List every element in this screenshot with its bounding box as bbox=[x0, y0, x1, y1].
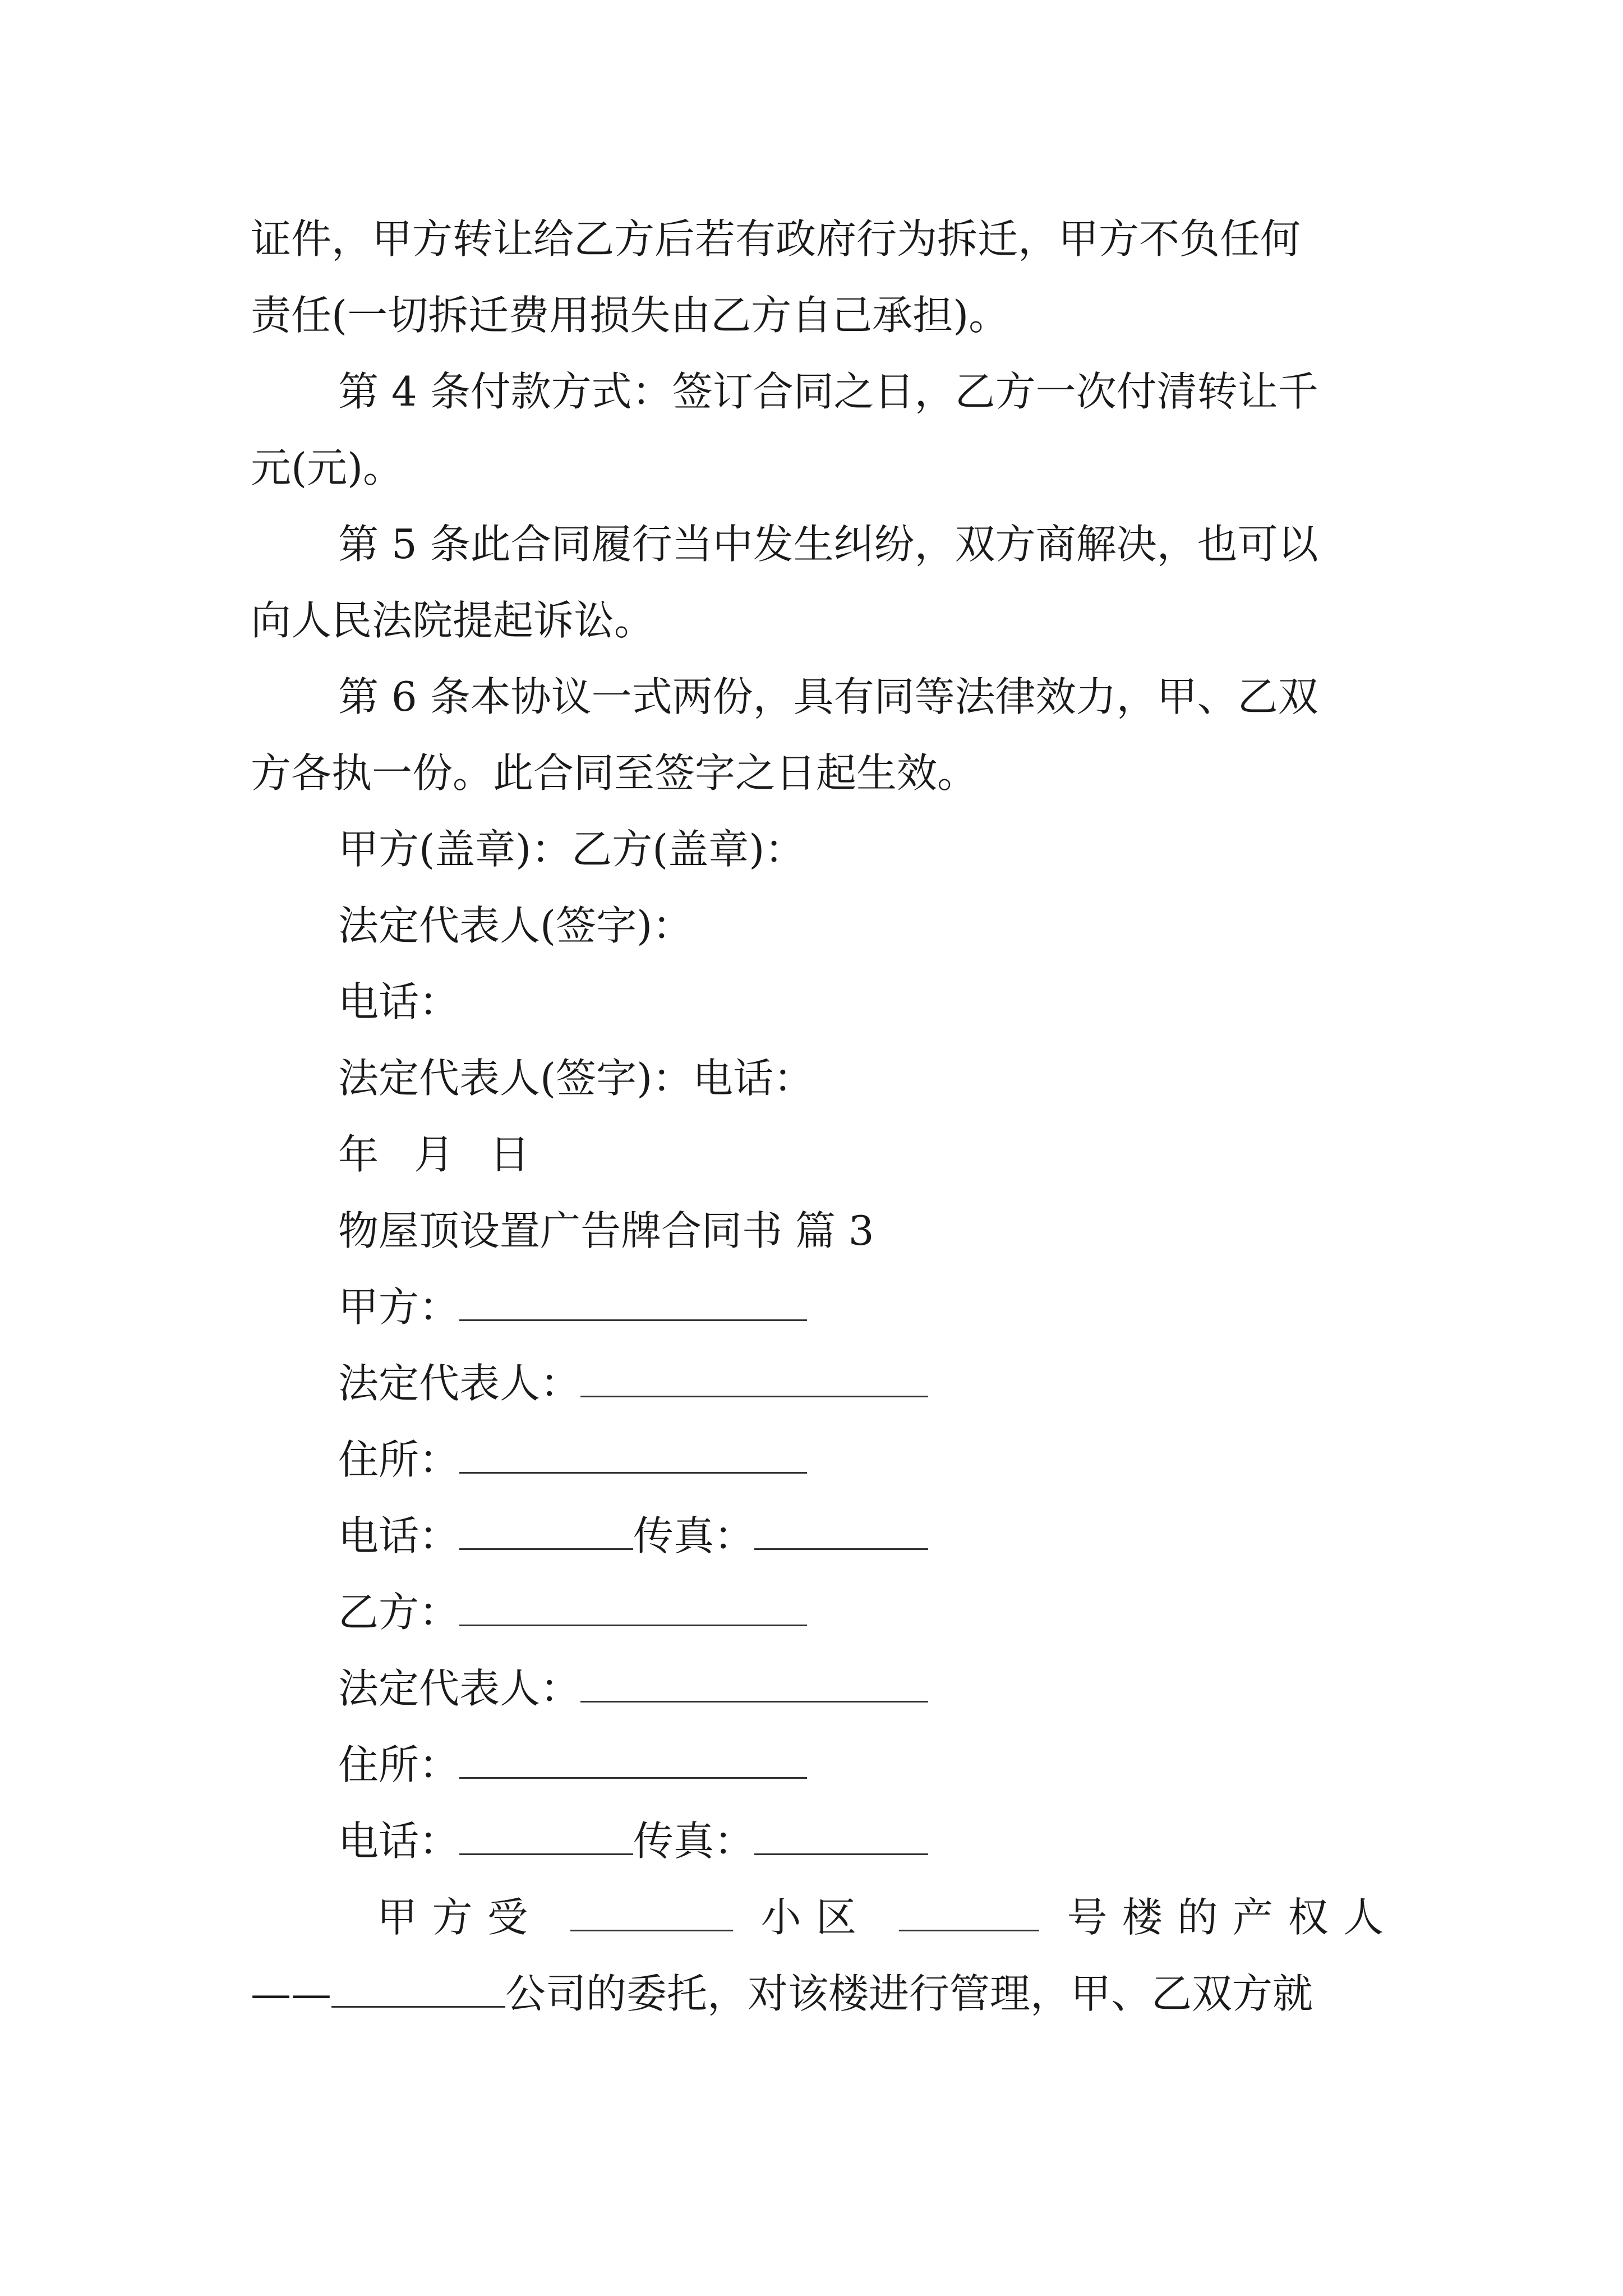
closing-line-1 bbox=[377, 1890, 1384, 1944]
company-blank[interactable] bbox=[331, 1969, 505, 2008]
closing-text: 公司的委托，对该楼进行管理，甲、乙双方就 bbox=[505, 1970, 1313, 2017]
party-a-row bbox=[338, 1280, 1384, 1334]
party-b-label: 乙方： bbox=[338, 1589, 460, 1636]
building-number-blank[interactable] bbox=[899, 1893, 1039, 1931]
party-b-phone-fax-row bbox=[338, 1814, 1384, 1868]
address-label: 住所： bbox=[338, 1741, 460, 1788]
closing-line-2 bbox=[251, 1967, 1384, 2021]
text-line: 元(元)。 bbox=[251, 444, 404, 491]
text-line: 向人民法院提起诉讼。 bbox=[251, 597, 655, 644]
phone-label: 电话： bbox=[338, 1818, 460, 1865]
text-line: 第 6 条本协议一式两份，具有同等法律效力，甲、乙双 bbox=[338, 673, 1318, 720]
text-line: 责任(一切拆迁费用损失由乙方自己承担)。 bbox=[251, 292, 1009, 339]
closing-text: 小区 bbox=[760, 1894, 872, 1941]
party-a-fax-blank[interactable] bbox=[754, 1511, 928, 1550]
fax-label: 传真： bbox=[633, 1512, 755, 1559]
community-blank[interactable] bbox=[570, 1893, 733, 1931]
party-a-address-blank[interactable] bbox=[459, 1435, 807, 1474]
party-a-legal-rep-blank[interactable] bbox=[580, 1359, 928, 1397]
text-line: 电话： bbox=[338, 978, 460, 1025]
party-b-blank[interactable] bbox=[459, 1588, 807, 1626]
party-a-address-row bbox=[338, 1433, 1384, 1487]
party-b-phone-blank[interactable] bbox=[459, 1816, 633, 1855]
closing-text: 号楼的产权人 bbox=[1067, 1894, 1384, 1941]
closing-text: 甲方受 bbox=[377, 1894, 543, 1941]
party-b-fax-blank[interactable] bbox=[754, 1816, 928, 1855]
party-a-phone-blank[interactable] bbox=[459, 1511, 633, 1550]
party-b-address-row bbox=[338, 1738, 1384, 1792]
text-line: 甲方(盖章)：乙方(盖章)： bbox=[338, 826, 805, 873]
text-line: 法定代表人(签字)：电话： bbox=[338, 1055, 814, 1102]
text-line: 证件，甲方转让给乙方后若有政府行为拆迁，甲方不负任何 bbox=[251, 215, 1301, 263]
legal-rep-label: 法定代表人： bbox=[338, 1665, 581, 1712]
party-b-row bbox=[338, 1585, 1384, 1639]
section-heading: 物屋顶设置广告牌合同书 篇 3 bbox=[338, 1207, 874, 1254]
party-a-legal-rep-row bbox=[338, 1356, 1384, 1410]
phone-label: 电话： bbox=[338, 1512, 460, 1559]
party-a-blank[interactable] bbox=[459, 1282, 807, 1321]
closing-text: —— bbox=[251, 1970, 331, 2017]
date-line: 年 月 日 bbox=[338, 1131, 530, 1178]
party-a-label: 甲方： bbox=[338, 1283, 460, 1331]
party-b-address-blank[interactable] bbox=[459, 1740, 807, 1779]
party-a-phone-fax-row bbox=[338, 1509, 1384, 1563]
fax-label: 传真： bbox=[633, 1818, 755, 1865]
text-line: 法定代表人(签字)： bbox=[338, 902, 693, 949]
party-b-legal-rep-blank[interactable] bbox=[580, 1664, 928, 1703]
legal-rep-label: 法定代表人： bbox=[338, 1360, 581, 1407]
party-b-legal-rep-row bbox=[338, 1662, 1384, 1715]
text-line: 第 5 条此合同履行当中发生纠纷，双方商解决，也可以 bbox=[338, 521, 1318, 568]
text-line: 第 4 条付款方式：签订合同之日，乙方一次付清转让千 bbox=[338, 368, 1318, 415]
text-line: 方各执一份。此合同至签字之日起生效。 bbox=[251, 749, 978, 797]
address-label: 住所： bbox=[338, 1436, 460, 1483]
